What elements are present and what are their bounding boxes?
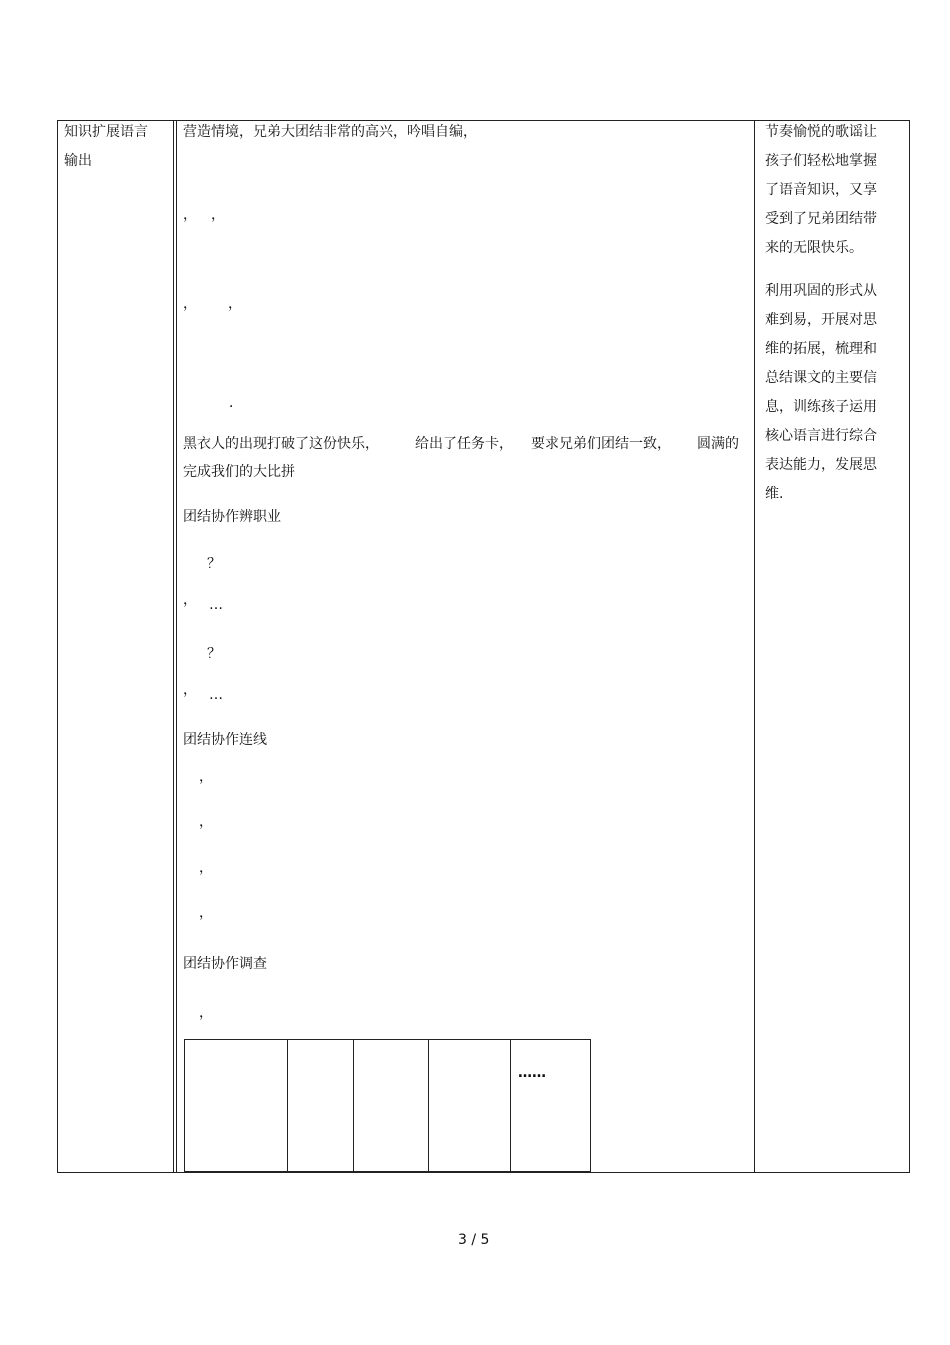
link-comma-4: ， [199,905,213,921]
answer-1-comma: ， [183,592,197,608]
commentary-line: 利用巩固的形式从 [765,283,877,299]
comma-1a: ， [183,207,197,223]
commentary-line: 息，训练孩子运用 [765,399,877,415]
commentary-line: 核心语言进行综合 [765,428,877,444]
question-mark-2: ？ [207,646,221,662]
comma-2b: ， [228,296,242,312]
section-label [64,118,148,176]
survey-table [184,1039,591,1172]
table-bottom-border [57,1172,910,1173]
survey-ellipsis: …… [518,1065,546,1081]
survey-divider-2 [353,1040,354,1171]
column-divider-2 [754,120,755,1173]
commentary-line: 总结课文的主要信 [765,370,877,386]
section-title-matching: 团结协作连线 [183,732,267,748]
link-comma-3: ， [199,860,213,876]
commentary-para1 [765,118,877,263]
answer-2-comma: ， [183,682,197,698]
answer-1-ellipsis: … [209,597,223,613]
answer-2-ellipsis: … [209,687,223,703]
survey-divider-1 [287,1040,288,1171]
column-divider-1 [173,120,174,1173]
comma-1b: ， [211,207,225,223]
comma-2a: ， [183,296,197,312]
section-label-line2: 输出 [64,153,92,169]
table-right-border [909,120,910,1173]
survey-divider-4 [510,1040,511,1171]
story-part3: 要求兄弟们团结一致， [531,436,671,452]
story-part2: 给出了任务卡， [415,436,513,452]
section-title-occupations: 团结协作辨职业 [183,509,281,525]
column-divider-1b [176,120,177,1173]
commentary-line: 表达能力，发展思 [765,457,877,473]
question-mark-1: ？ [207,556,221,572]
commentary-line: 来的无限快乐。 [765,240,863,256]
survey-divider-3 [428,1040,429,1171]
story-line2: 完成我们的大比拼 [183,464,295,480]
survey-comma: ， [199,1005,213,1021]
link-comma-2: ， [199,814,213,830]
commentary-para2 [765,277,877,509]
story-part1: 黑衣人的出现打破了这份快乐， [183,436,379,452]
commentary-line: 难到易，开展对思 [765,312,877,328]
table-left-border [57,120,58,1173]
commentary-line: 维. [765,486,784,502]
commentary-line: 了语音知识，又享 [765,182,877,198]
section-label-line1: 知识扩展语言 [64,124,148,140]
commentary-line: 孩子们轻松地掌握 [765,153,877,169]
intro-text: 营造情境，兄弟大团结非常的高兴，吟唱自编， [183,124,477,140]
page-number: 3 / 5 [458,1232,490,1248]
section-title-survey: 团结协作调查 [183,956,267,972]
link-comma-1: ， [199,769,213,785]
commentary-line: 受到了兄弟团结带 [765,211,877,227]
dot-mark: ． [229,395,243,411]
commentary-line: 维的拓展，梳理和 [765,341,877,357]
story-part4: 圆满的 [697,436,739,452]
commentary-line: 节奏愉悦的歌谣让 [765,124,877,140]
